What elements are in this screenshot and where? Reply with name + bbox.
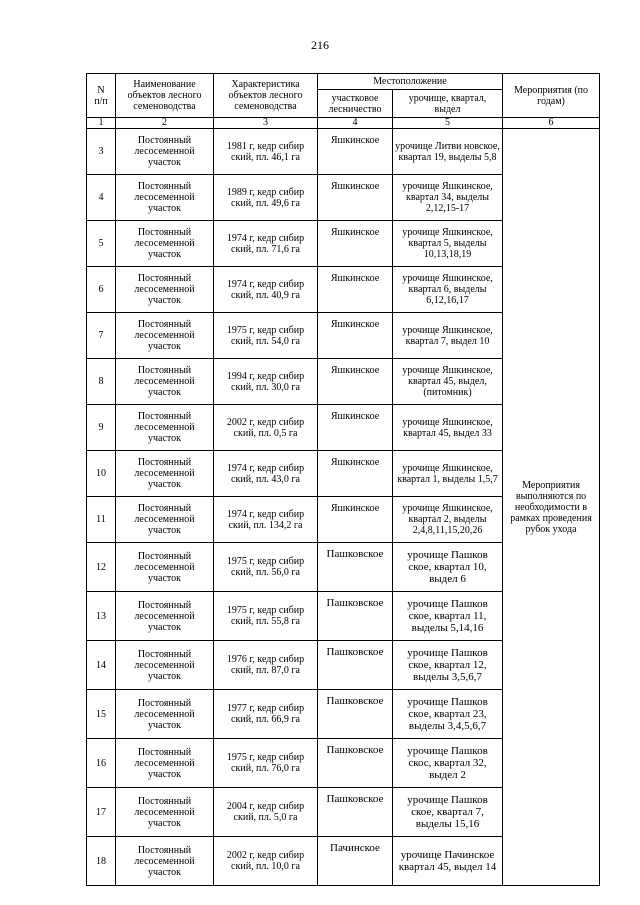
object-name: Постоянный лесосеменной участок bbox=[116, 451, 214, 497]
object-characteristic: 1981 г, кедр сибир ский, пл. 46,1 га bbox=[214, 129, 318, 175]
seed-objects-table bbox=[86, 73, 600, 886]
object-name: Постоянный лесосеменной участок bbox=[116, 313, 214, 359]
tract-location: урочище Яшкинское, квартал 5, выделы 10,13,18,19 bbox=[393, 221, 503, 267]
object-name: Постоянный лесосеменной участок bbox=[116, 837, 214, 886]
tract-location: урочище Яшкинское, квартал 45, выдел 33 bbox=[393, 405, 503, 451]
forestry-name: Яшкинское bbox=[318, 451, 393, 497]
object-name: Постоянный лесосеменной участок bbox=[116, 175, 214, 221]
object-name: Постоянный лесосеменной участок bbox=[116, 405, 214, 451]
table-body bbox=[87, 129, 600, 886]
object-name: Постоянный лесосеменной участок bbox=[116, 788, 214, 837]
tract-location: урочище Литви новское, квартал 19, выделы 5,8 bbox=[393, 129, 503, 175]
object-characteristic: 1977 г, кедр сибир ский, пл. 66,9 га bbox=[214, 690, 318, 739]
object-name: Постоянный лесосеменной участок bbox=[116, 359, 214, 405]
tract-location: урочище Пашков ское, квартал 12, выделы 3,5,6,7 bbox=[393, 641, 503, 690]
object-name: Постоянный лесосеменной участок bbox=[116, 641, 214, 690]
tract-location: урочище Пашков ское, квартал 11, выделы 5,14,16 bbox=[393, 592, 503, 641]
page-number: 216 bbox=[311, 38, 329, 52]
object-name: Постоянный лесосеменной участок bbox=[116, 739, 214, 788]
row-number: 17 bbox=[87, 788, 116, 837]
col-number-4: 4 bbox=[318, 118, 393, 129]
row-number: 12 bbox=[87, 543, 116, 592]
tract-location: урочище Пашков скос, квартал 32, выдел 2 bbox=[393, 739, 503, 788]
tract-location: урочище Яшкинское, квартал 45, выдел, (питомник) bbox=[393, 359, 503, 405]
row-number: 13 bbox=[87, 592, 116, 641]
object-characteristic: 2004 г, кедр сибир ский, пл. 5,0 га bbox=[214, 788, 318, 837]
header-location: Местоположение bbox=[318, 74, 503, 90]
table-row bbox=[87, 129, 600, 175]
forestry-name: Пашковское bbox=[318, 739, 393, 788]
header-characteristic: Характеристика объектов лесного семеноводства bbox=[214, 74, 318, 118]
col-number-3: 3 bbox=[214, 118, 318, 129]
activity-note: Мероприятия выполняются по необходимости в рамках проведения рубок ухода bbox=[503, 129, 600, 886]
object-characteristic: 1974 г, кедр сибир ский, пл. 40,9 га bbox=[214, 267, 318, 313]
object-name: Постоянный лесосеменной участок bbox=[116, 221, 214, 267]
row-number: 8 bbox=[87, 359, 116, 405]
header-name: Наименование объектов лесного семеноводства bbox=[116, 74, 214, 118]
col-number-2: 2 bbox=[116, 118, 214, 129]
col-number-6: 6 bbox=[503, 118, 600, 129]
object-characteristic: 1975 г, кедр сибир ский, пл. 55,8 га bbox=[214, 592, 318, 641]
forestry-name: Пашковское bbox=[318, 788, 393, 837]
forestry-name: Яшкинское bbox=[318, 313, 393, 359]
header-num: N п/п bbox=[87, 74, 116, 118]
tract-location: урочище Яшкинское, квартал 34, выделы 2,12,15-17 bbox=[393, 175, 503, 221]
forestry-name: Яшкинское bbox=[318, 267, 393, 313]
tract-location: урочище Яшкинское, квартал 7, выдел 10 bbox=[393, 313, 503, 359]
forestry-name: Пашковское bbox=[318, 690, 393, 739]
object-name: Постоянный лесосеменной участок bbox=[116, 129, 214, 175]
row-number: 15 bbox=[87, 690, 116, 739]
object-characteristic: 1974 г, кедр сибир ский, пл. 71,6 га bbox=[214, 221, 318, 267]
object-characteristic: 1975 г, кедр сибир ский, пл. 76,0 га bbox=[214, 739, 318, 788]
forestry-name: Яшкинское bbox=[318, 175, 393, 221]
tract-location: урочище Яшкинское, квартал 6, выделы 6,12,16,17 bbox=[393, 267, 503, 313]
header-tract: урочище, квартал, выдел bbox=[393, 90, 503, 118]
tract-location: урочище Пашков ское, квартал 10, выдел 6 bbox=[393, 543, 503, 592]
object-characteristic: 1974 г, кедр сибир ский, пл. 43,0 га bbox=[214, 451, 318, 497]
object-characteristic: 2002 г, кедр сибир ский, пл. 0,5 га bbox=[214, 405, 318, 451]
header-forestry: участковое лесничество bbox=[318, 90, 393, 118]
object-name: Постоянный лесосеменной участок bbox=[116, 592, 214, 641]
object-characteristic: 1975 г, кедр сибир ский, пл. 54,0 га bbox=[214, 313, 318, 359]
col-number-1: 1 bbox=[87, 118, 116, 129]
forestry-name: Пашковское bbox=[318, 592, 393, 641]
object-name: Постоянный лесосеменной участок bbox=[116, 543, 214, 592]
row-number: 4 bbox=[87, 175, 116, 221]
forestry-name: Яшкинское bbox=[318, 129, 393, 175]
row-number: 9 bbox=[87, 405, 116, 451]
row-number: 11 bbox=[87, 497, 116, 543]
forestry-name: Яшкинское bbox=[318, 497, 393, 543]
row-number: 3 bbox=[87, 129, 116, 175]
row-number: 18 bbox=[87, 837, 116, 886]
object-name: Постоянный лесосеменной участок bbox=[116, 267, 214, 313]
col-number-5: 5 bbox=[393, 118, 503, 129]
forestry-name: Яшкинское bbox=[318, 221, 393, 267]
object-name: Постоянный лесосеменной участок bbox=[116, 497, 214, 543]
tract-location: урочище Пашков ское, квартал 7, выделы 15,16 bbox=[393, 788, 503, 837]
object-characteristic: 1994 г, кедр сибир ский, пл. 30,0 га bbox=[214, 359, 318, 405]
forestry-name: Пашковское bbox=[318, 641, 393, 690]
forestry-name: Пачинское bbox=[318, 837, 393, 886]
row-number: 16 bbox=[87, 739, 116, 788]
forestry-name: Пашковское bbox=[318, 543, 393, 592]
tract-location: урочище Яшкинское, квартал 1, выделы 1,5,7 bbox=[393, 451, 503, 497]
tract-location: урочище Пачинское квартал 45, выдел 14 bbox=[393, 837, 503, 886]
row-number: 14 bbox=[87, 641, 116, 690]
object-characteristic: 2002 г, кедр сибир ский, пл. 10,0 га bbox=[214, 837, 318, 886]
forestry-name: Яшкинское bbox=[318, 359, 393, 405]
object-characteristic: 1989 г, кедр сибир ский, пл. 49,6 га bbox=[214, 175, 318, 221]
object-characteristic: 1976 г, кедр сибир ский, пл. 87,0 га bbox=[214, 641, 318, 690]
tract-location: урочище Пашков ское, квартал 23, выделы 3,4,5,6,7 bbox=[393, 690, 503, 739]
object-characteristic: 1974 г, кедр сибир ский, пл. 134,2 га bbox=[214, 497, 318, 543]
object-name: Постоянный лесосеменной участок bbox=[116, 690, 214, 739]
header-activities: Мероприятия (по годам) bbox=[503, 74, 600, 118]
object-characteristic: 1975 г, кедр сибир ский, пл. 56,0 га bbox=[214, 543, 318, 592]
row-number: 10 bbox=[87, 451, 116, 497]
row-number: 6 bbox=[87, 267, 116, 313]
row-number: 7 bbox=[87, 313, 116, 359]
row-number: 5 bbox=[87, 221, 116, 267]
tract-location: урочище Яшкинское, квартал 2, выделы 2,4,8,11,15,20,26 bbox=[393, 497, 503, 543]
forestry-name: Яшкинское bbox=[318, 405, 393, 451]
